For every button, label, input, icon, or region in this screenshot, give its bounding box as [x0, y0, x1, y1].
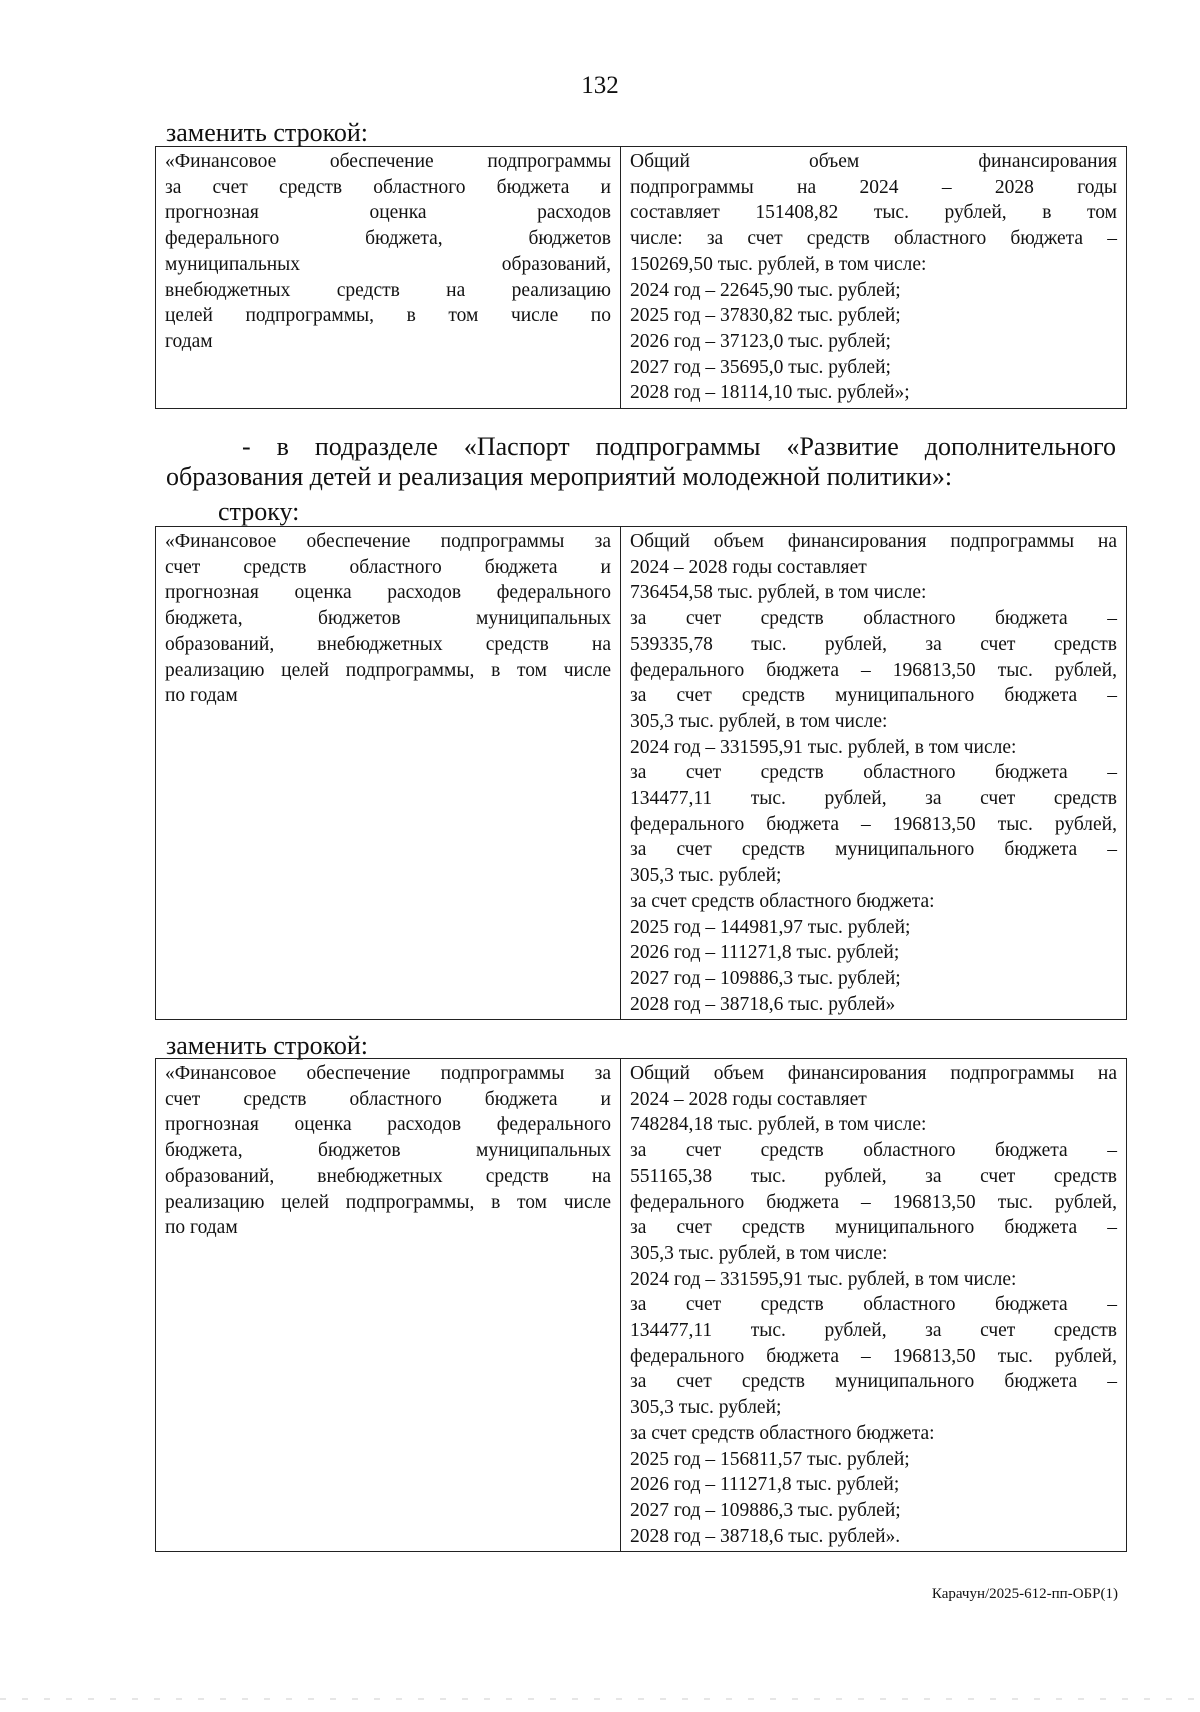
cell-line: за счет средств областного бюджета и [165, 176, 611, 198]
cell-line: за счет средств муниципального бюджета – [630, 839, 1117, 861]
cell-line: 2027 год – 109886,3 тыс. рублей; [630, 967, 901, 989]
cell-line: муниципальных образований, [165, 253, 611, 275]
cell-line: 2027 год – 35695,0 тыс. рублей; [630, 356, 891, 378]
document-reference: Карачун/2025-612-пп-ОБР(1) [931, 1586, 1118, 1602]
cell-line: 2028 год – 18114,10 тыс. рублей»; [630, 382, 910, 404]
subsection-paragraph [166, 432, 1116, 492]
cell-line: за счет средств областного бюджета – [630, 762, 1117, 784]
paragraph-line: - в подразделе «Паспорт подпрограммы «Развитие дополнительного [242, 432, 1116, 461]
cell-line: прогнозная оценка расходов [165, 202, 611, 224]
cell-line: 2024 год – 22645,90 тыс. рублей; [630, 279, 901, 301]
cell-line: прогнозная оценка расходов федерального [165, 582, 611, 604]
page-number: 132 [581, 72, 619, 99]
cell-line: числе: за счет средств областного бюджета – [630, 228, 1117, 250]
cell-line: 2026 год – 37123,0 тыс. рублей; [630, 330, 891, 352]
left-cell [156, 527, 621, 1020]
cell-line: прогнозная оценка расходов федерального [165, 1114, 611, 1136]
cell-line: 551165,38 тыс. рублей, за счет средств [630, 1165, 1117, 1187]
left-cell [156, 147, 621, 409]
cell-line: 2025 год – 144981,97 тыс. рублей; [630, 916, 911, 938]
cell-line: 2024 – 2028 годы составляет [630, 1088, 867, 1110]
cell-line: 2026 год – 111271,8 тыс. рублей; [630, 1474, 900, 1496]
right-cell [621, 527, 1127, 1020]
cell-line: Общий объем финансирования подпрограммы на [630, 531, 1117, 552]
cell-line: 2025 год – 156811,57 тыс. рублей; [630, 1448, 910, 1470]
cell-line: по годам [165, 1217, 238, 1239]
original-row-label: строку: [218, 497, 300, 526]
cell-line: реализацию целей подпрограммы, в том числе [165, 659, 611, 681]
cell-line: 736454,58 тыс. рублей, в том числе: [630, 582, 927, 604]
cell-line: «Финансовое обеспечение подпрограммы за [165, 1063, 611, 1084]
table-replacement-2 [155, 1058, 1127, 1552]
replace-label-1: заменить строкой: [166, 118, 369, 147]
cell-line: федерального бюджета – 196813,50 тыс. рублей, [630, 1191, 1117, 1213]
cell-line: бюджета, бюджетов муниципальных [165, 608, 611, 630]
cell-line: счет средств областного бюджета и [165, 1088, 611, 1110]
cell-line: 2028 год – 38718,6 тыс. рублей» [630, 993, 896, 1015]
cell-line: годам [165, 330, 213, 352]
cell-line: за счет средств муниципального бюджета – [630, 1217, 1117, 1239]
cell-line: счет средств областного бюджета и [165, 556, 611, 578]
cell-line: за счет средств областного бюджета: [630, 890, 935, 912]
cell-line: 2027 год – 109886,3 тыс. рублей; [630, 1499, 901, 1521]
cell-line: за счет средств областного бюджета – [630, 1140, 1117, 1162]
cell-line: за счет средств областного бюджета – [630, 608, 1117, 630]
scan-artifact [0, 1698, 1200, 1700]
cell-line: бюджета, бюджетов муниципальных [165, 1140, 611, 1162]
cell-line: 150269,50 тыс. рублей, в том числе: [630, 253, 927, 275]
cell-line: целей подпрограммы, в том числе по [165, 305, 611, 327]
table-row [156, 527, 1127, 1020]
table-row [156, 147, 1127, 409]
cell-line: за счет средств муниципального бюджета – [630, 685, 1117, 707]
cell-line: федерального бюджета – 196813,50 тыс. рублей, [630, 813, 1117, 835]
table-replacement-1 [155, 146, 1127, 409]
cell-line: по годам [165, 685, 238, 707]
cell-line: за счет средств муниципального бюджета – [630, 1371, 1117, 1393]
cell-line: 2028 год – 38718,6 тыс. рублей». [630, 1525, 901, 1547]
cell-line: за счет средств областного бюджета – [630, 1294, 1117, 1316]
cell-line: 305,3 тыс. рублей; [630, 1397, 782, 1419]
cell-line: 305,3 тыс. рублей, в том числе: [630, 1242, 888, 1264]
cell-line: внебюджетных средств на реализацию [165, 279, 611, 301]
paragraph-line: образования детей и реализация мероприятий молодежной политики»: [166, 462, 953, 491]
table-original [155, 526, 1127, 1020]
right-cell [621, 147, 1127, 409]
cell-line: подпрограммы на 2024 – 2028 годы [630, 176, 1117, 198]
cell-line: федерального бюджета – 196813,50 тыс. рублей, [630, 1345, 1117, 1367]
cell-line: реализацию целей подпрограммы, в том числе [165, 1191, 611, 1213]
cell-line: федерального бюджета – 196813,50 тыс. рублей, [630, 659, 1117, 681]
cell-line: федерального бюджета, бюджетов [165, 228, 611, 250]
cell-line: 2026 год – 111271,8 тыс. рублей; [630, 942, 900, 964]
cell-line: Общий объем финансирования [630, 151, 1117, 172]
cell-line: 305,3 тыс. рублей, в том числе: [630, 710, 888, 732]
table-row [156, 1059, 1127, 1552]
cell-line: за счет средств областного бюджета: [630, 1422, 935, 1444]
cell-line: 539335,78 тыс. рублей, за счет средств [630, 633, 1117, 655]
cell-line: 2024 год – 331595,91 тыс. рублей, в том числе: [630, 736, 1017, 758]
cell-line: 2024 – 2028 годы составляет [630, 556, 867, 578]
cell-line: 134477,11 тыс. рублей, за счет средств [630, 788, 1117, 810]
cell-line: 2025 год – 37830,82 тыс. рублей; [630, 305, 901, 327]
left-cell [156, 1059, 621, 1552]
cell-line: «Финансовое обеспечение подпрограммы [165, 151, 611, 172]
cell-line: образований, внебюджетных средств на [165, 633, 611, 655]
cell-line: составляет 151408,82 тыс. рублей, в том [630, 202, 1117, 224]
cell-line: «Финансовое обеспечение подпрограммы за [165, 531, 611, 552]
cell-line: 748284,18 тыс. рублей, в том числе: [630, 1114, 927, 1136]
cell-line: 2024 год – 331595,91 тыс. рублей, в том числе: [630, 1268, 1017, 1290]
cell-line: 305,3 тыс. рублей; [630, 865, 782, 887]
cell-line: 134477,11 тыс. рублей, за счет средств [630, 1320, 1117, 1342]
right-cell [621, 1059, 1127, 1552]
replace-label-2: заменить строкой: [166, 1031, 369, 1060]
cell-line: Общий объем финансирования подпрограммы на [630, 1063, 1117, 1084]
cell-line: образований, внебюджетных средств на [165, 1165, 611, 1187]
